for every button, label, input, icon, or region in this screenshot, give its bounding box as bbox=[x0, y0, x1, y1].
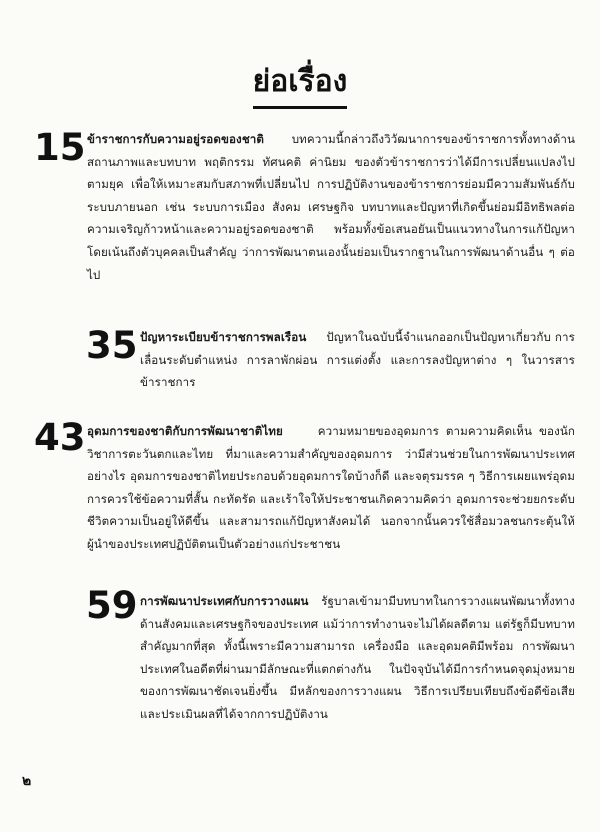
summary-text bbox=[87, 128, 575, 286]
article-heading: อุดมการของชาติกับการพัฒนาชาติไทย bbox=[87, 424, 283, 438]
article-body: บทความนี้กล่าวถึงวิวัฒนาการของข้าราชการทั้งทางด้านสถานภาพและบทบาท พฤติกรรม ทัศนคติ ค่านิยม ของตัวข้าราชการว่าได้มีการเปลี่ยนแปลงไปตามยุค เพื่อให้เหมาะสมกับสภาพที่เปลี่ยนไป การปฏิบัติงานของข้าราชการย่อมมีความสัมพันธ์กับระบบภายนอก เช่น ระบบการเมือง สังคม เศรษฐกิจ บทบาทและปัญหาที่เกิดขึ้นย่อมมีอิทธิพลต่อความเจริญก้าวหน้าและความอยู่รอดของชาติ พร้อมทั้งข้อเสนอยันเป็นแนวทางในการแก้ปัญหา โดยเน้นถึงตัวบุคคลเป็นสำคัญ ว่าการพัฒนาตนเองนั้นย่อมเป็นรากฐานในการพัฒนาด้านอื่น ๆ ต่อไป bbox=[87, 132, 575, 282]
summary-text bbox=[140, 590, 575, 726]
summary-text bbox=[87, 420, 575, 556]
article-body: รัฐบาลเข้ามามีบทบาทในการวางแผนพัฒนาทั้งทางด้านสังคมและเศรษฐกิจของประเทศ แม้ว่าการทำงานจะไม่ได้ผลดีตาม แต่รัฐก็มีบทบาทสำคัญมากที่สุด ทั้งนี้เพราะมีความสามารถ เครื่องมือ และอุดมคติมีพร้อม การพัฒนาประเทศในอดีตที่ผ่านมามีลักษณะที่แตกต่างกัน ในปัจจุบันได้มีการกำหนดจุดมุ่งหมายของการพัฒนาชัดเจนยิ่งขึ้น มีหลักของการวางแผน วิธีการเปรียบเทียบถึงข้อดีข้อเสียและประเมินผลที่ได้จากการปฏิบัติงาน bbox=[140, 594, 575, 721]
summary-text bbox=[140, 326, 575, 394]
article-body: ความหมายของอุดมการ ตามความคิดเห็น ของนักวิชาการตะวันตกและไทย ที่มาและความสำคัญของอุดมการ ว่ามีส่วนช่วยในการพัฒนาประเทศ อย่างไร อุดมการของชาติไทยประกอบด้วยอุดมการใดบ้างก็ดี และจตุรมรรค ๆ วิธีการเผยแพร่อุดมการควรใช้ข้อความที่สั้น กะทัดรัด และเร้าใจให้ประชาชนเกิดความคิดว่า อุดมการจะช่วยยกระดับชีวิตความเป็นอยู่ให้ดีขึ้น และสามารถแก้ปัญหาสังคมได้ นอกจากนั้นควรใช้สื่อมวลชนกระตุ้นให้ผู้นำของประเทศปฏิบัติตนเป็นตัวอย่างแก่ประชาชน bbox=[87, 424, 575, 551]
page-number: ๒ bbox=[22, 773, 32, 789]
article-page-number: 43 bbox=[34, 416, 86, 459]
page-title: ย่อเรื่อง bbox=[0, 58, 600, 109]
article-heading: ข้าราชการกับความอยู่รอดของชาติ bbox=[87, 132, 265, 146]
article-body: ปัญหาในฉบับนี้จำแนกออกเป็นปัญหาเกี่ยวกับ การเลื่อนระดับตำแหน่ง การลาพักผ่อน การแต่งตั้ง และการลงปัญหาต่าง ๆ ในวารสารข้าราชการ bbox=[140, 330, 575, 390]
article-heading: การพัฒนาประเทศกับการวางแผน bbox=[140, 594, 309, 608]
article-heading: ปัญหาระเบียบข้าราชการพลเรือน bbox=[140, 330, 307, 344]
article-page-number: 15 bbox=[34, 126, 86, 169]
article-page-number: 35 bbox=[86, 324, 138, 367]
article-page-number: 59 bbox=[86, 584, 138, 627]
